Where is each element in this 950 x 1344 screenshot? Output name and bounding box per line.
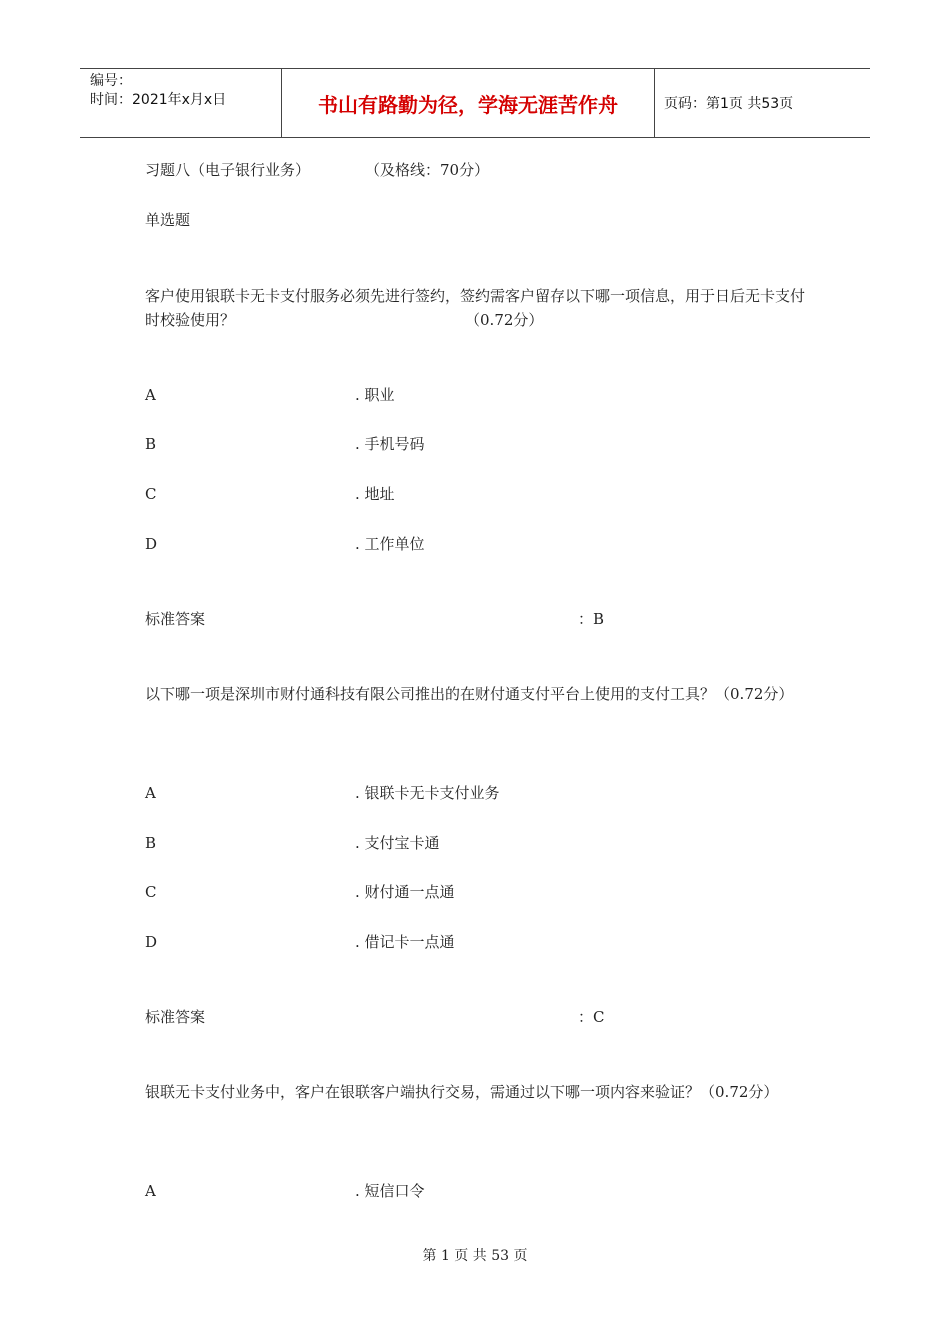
header-meta xyxy=(80,69,282,137)
answer-value: ：B xyxy=(578,610,605,628)
question-score: （0.72分） xyxy=(715,685,794,703)
section-heading: 单选题 xyxy=(145,211,191,229)
option-letter: B xyxy=(145,435,157,453)
option-text: . 借记卡一点通 xyxy=(355,933,455,951)
option-text: . 银联卡无卡支付业务 xyxy=(355,784,500,802)
question-3-text xyxy=(145,1080,810,1104)
question-text: 客户使用银联卡无卡支付服务必须先进行签约，签约需客户留存以下哪一项信息，用于日后无卡支付时校验使用？ xyxy=(145,287,806,329)
question-score: （0.72分） xyxy=(465,311,544,329)
question-text: 以下哪一项是深圳市财付通科技有限公司推出的在财付通支付平台上使用的支付工具？ xyxy=(145,685,716,703)
question-1-text xyxy=(145,284,810,332)
option-text: . 职业 xyxy=(355,386,395,404)
option-text: . 短信口令 xyxy=(355,1182,425,1200)
answer-label: 标准答案 xyxy=(145,610,206,628)
answer-value: ：C xyxy=(578,1008,605,1026)
option-text: . 支付宝卡通 xyxy=(355,834,440,852)
option-letter: C xyxy=(145,485,157,503)
question-text: 银联无卡支付业务中，客户在银联客户端执行交易，需通过以下哪一项内容来验证？ xyxy=(145,1083,701,1101)
question-score: （0.72分） xyxy=(700,1083,779,1101)
option-text: . 手机号码 xyxy=(355,435,425,453)
page-footer: 第 1 页 共 53 页 xyxy=(422,1248,528,1264)
option-text: . 财付通一点通 xyxy=(355,883,455,901)
option-letter: B xyxy=(145,834,157,852)
question-2-text xyxy=(145,682,810,706)
option-letter: A xyxy=(145,1182,156,1200)
header-page-info: 页码：第1页 共53页 xyxy=(664,96,794,112)
option-text: . 工作单位 xyxy=(355,535,425,553)
option-text: . 地址 xyxy=(355,485,395,503)
pass-line: （及格线：70分） xyxy=(365,161,490,179)
answer-label: 标准答案 xyxy=(145,1008,206,1026)
header-motto: 书山有路勤为径，学海无涯苦作舟 xyxy=(282,69,655,137)
option-letter: A xyxy=(145,784,156,802)
date-label: 时间：2021年x月x日 xyxy=(90,92,227,108)
option-letter: C xyxy=(145,883,157,901)
page-header xyxy=(80,68,870,138)
option-letter: D xyxy=(145,535,158,553)
exercise-title: 习题八（电子银行业务） xyxy=(145,161,311,179)
serial-label: 编号： xyxy=(90,73,132,89)
option-letter: D xyxy=(145,933,158,951)
option-letter: A xyxy=(145,386,156,404)
